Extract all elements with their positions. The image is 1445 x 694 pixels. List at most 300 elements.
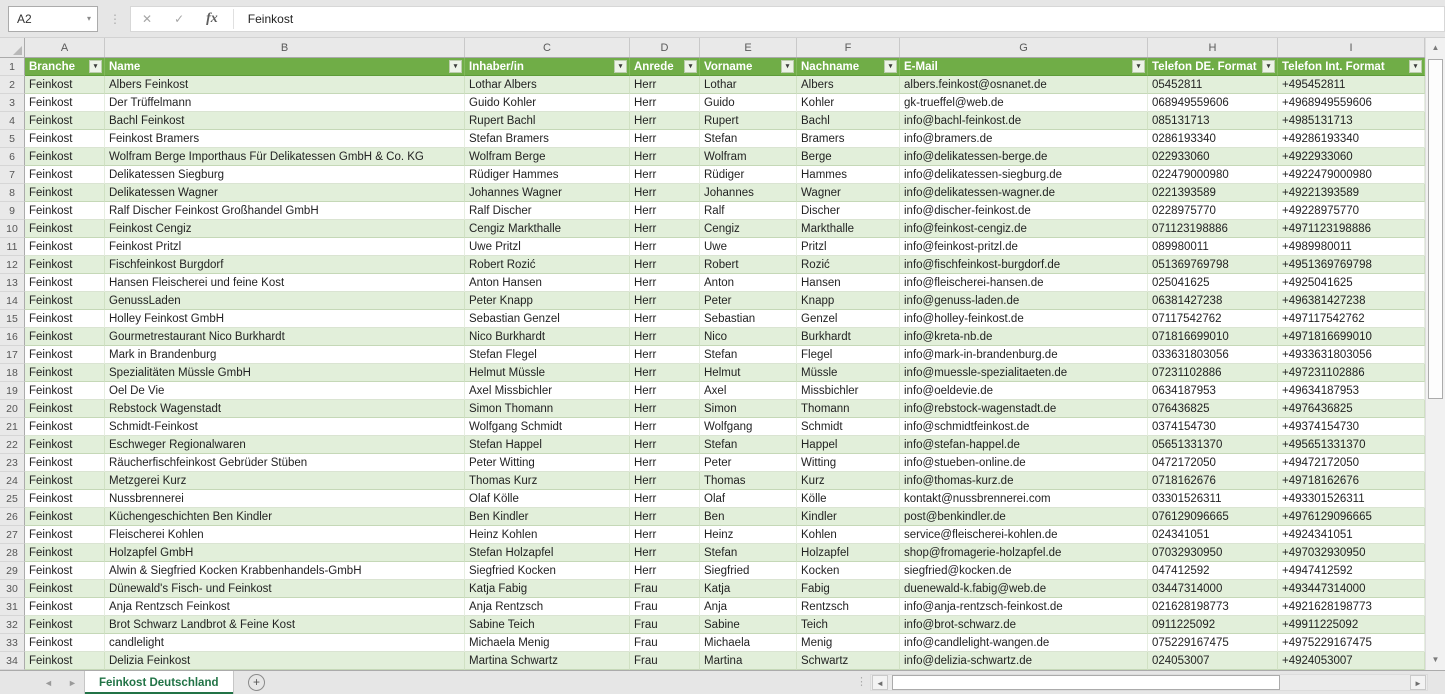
scroll-right-icon[interactable]: ►: [1410, 675, 1426, 690]
cell[interactable]: Anja Rentzsch: [465, 598, 630, 616]
cell[interactable]: Nico Burkhardt: [465, 328, 630, 346]
cell[interactable]: info@delikatessen-wagner.de: [900, 184, 1148, 202]
cell[interactable]: Uwe Pritzl: [465, 238, 630, 256]
cell[interactable]: info@bachl-feinkost.de: [900, 112, 1148, 130]
cell[interactable]: Peter: [700, 292, 797, 310]
cell[interactable]: Fabig: [797, 580, 900, 598]
cell[interactable]: Wagner: [797, 184, 900, 202]
cell[interactable]: Feinkost: [25, 274, 105, 292]
cell[interactable]: +495452811: [1278, 76, 1425, 94]
formula-input[interactable]: Feinkost: [247, 11, 294, 26]
cancel-icon[interactable]: ✕: [142, 11, 153, 26]
cell[interactable]: Ralf: [700, 202, 797, 220]
cell[interactable]: Herr: [630, 220, 700, 238]
cell[interactable]: Herr: [630, 346, 700, 364]
cell[interactable]: Stefan: [700, 544, 797, 562]
cell[interactable]: Feinkost Cengiz: [105, 220, 465, 238]
cell[interactable]: info@mark-in-brandenburg.de: [900, 346, 1148, 364]
cell[interactable]: Feinkost: [25, 454, 105, 472]
cell[interactable]: +497231102886: [1278, 364, 1425, 382]
row-header-14[interactable]: 14: [0, 292, 25, 310]
cell[interactable]: Ben: [700, 508, 797, 526]
cell[interactable]: siegfried@kocken.de: [900, 562, 1148, 580]
cell[interactable]: Bramers: [797, 130, 900, 148]
horizontal-scrollbar-thumb[interactable]: [892, 675, 1280, 690]
row-header-29[interactable]: 29: [0, 562, 25, 580]
cell[interactable]: +4968949559606: [1278, 94, 1425, 112]
cell[interactable]: Flegel: [797, 346, 900, 364]
cell[interactable]: Frau: [630, 634, 700, 652]
table-header-cell[interactable]: [465, 58, 630, 76]
cell[interactable]: Herr: [630, 148, 700, 166]
cell[interactable]: post@benkindler.de: [900, 508, 1148, 526]
cell[interactable]: Cengiz: [700, 220, 797, 238]
cell[interactable]: Heinz Kohlen: [465, 526, 630, 544]
table-header-cell[interactable]: [1148, 58, 1278, 76]
cell[interactable]: Feinkost: [25, 526, 105, 544]
cell[interactable]: Feinkost: [25, 238, 105, 256]
cell[interactable]: Thomas: [700, 472, 797, 490]
cell[interactable]: +4989980011: [1278, 238, 1425, 256]
cell[interactable]: Herr: [630, 202, 700, 220]
cell[interactable]: albers.feinkost@osnanet.de: [900, 76, 1148, 94]
cell[interactable]: 076129096665: [1148, 508, 1278, 526]
cell[interactable]: 07032930950: [1148, 544, 1278, 562]
cell[interactable]: Delikatessen Siegburg: [105, 166, 465, 184]
cell[interactable]: Albers: [797, 76, 900, 94]
cell[interactable]: Lothar: [700, 76, 797, 94]
cell[interactable]: Sabine: [700, 616, 797, 634]
cell[interactable]: Frau: [630, 580, 700, 598]
cell[interactable]: Peter Knapp: [465, 292, 630, 310]
column-header-i[interactable]: I: [1278, 38, 1425, 57]
cell[interactable]: Herr: [630, 274, 700, 292]
cell[interactable]: 022933060: [1148, 148, 1278, 166]
row-header-3[interactable]: 3: [0, 94, 25, 112]
cell[interactable]: +4924341051: [1278, 526, 1425, 544]
cell[interactable]: Rupert Bachl: [465, 112, 630, 130]
cell[interactable]: Herr: [630, 238, 700, 256]
cell[interactable]: 05452811: [1148, 76, 1278, 94]
cell[interactable]: +4976436825: [1278, 400, 1425, 418]
cell[interactable]: Feinkost Bramers: [105, 130, 465, 148]
row-header-30[interactable]: 30: [0, 580, 25, 598]
cell[interactable]: Feinkost: [25, 364, 105, 382]
cell[interactable]: Feinkost: [25, 634, 105, 652]
vertical-scrollbar[interactable]: [1425, 38, 1445, 670]
row-header-16[interactable]: 16: [0, 328, 25, 346]
cell[interactable]: Feinkost: [25, 130, 105, 148]
table-header-cell[interactable]: [25, 58, 105, 76]
cell[interactable]: Feinkost: [25, 76, 105, 94]
cell[interactable]: Feinkost: [25, 436, 105, 454]
cell[interactable]: +497117542762: [1278, 310, 1425, 328]
row-header-22[interactable]: 22: [0, 436, 25, 454]
row-header-11[interactable]: 11: [0, 238, 25, 256]
cell[interactable]: Lothar Albers: [465, 76, 630, 94]
cell[interactable]: Ralf Discher Feinkost Großhandel GmbH: [105, 202, 465, 220]
cell[interactable]: Herr: [630, 418, 700, 436]
cell[interactable]: info@muessle-spezialitaeten.de: [900, 364, 1148, 382]
cell[interactable]: Kölle: [797, 490, 900, 508]
table-header-cell[interactable]: [700, 58, 797, 76]
column-header-d[interactable]: D: [630, 38, 700, 57]
cell[interactable]: Der Trüffelmann: [105, 94, 465, 112]
cell[interactable]: Feinkost: [25, 292, 105, 310]
cell[interactable]: Ben Kindler: [465, 508, 630, 526]
row-header-1[interactable]: 1: [0, 58, 25, 76]
cell[interactable]: Hammes: [797, 166, 900, 184]
row-header-32[interactable]: 32: [0, 616, 25, 634]
cell[interactable]: Schmidt: [797, 418, 900, 436]
cell[interactable]: info@schmidtfeinkost.de: [900, 418, 1148, 436]
cell[interactable]: info@fischfeinkost-burgdorf.de: [900, 256, 1148, 274]
cell[interactable]: 021628198773: [1148, 598, 1278, 616]
cell[interactable]: Feinkost: [25, 202, 105, 220]
cell[interactable]: Feinkost: [25, 598, 105, 616]
cell[interactable]: 075229167475: [1148, 634, 1278, 652]
sheet-nav-right-icon[interactable]: ►: [68, 677, 77, 688]
cell[interactable]: Peter: [700, 454, 797, 472]
column-header-b[interactable]: B: [105, 38, 465, 57]
row-header-4[interactable]: 4: [0, 112, 25, 130]
cell[interactable]: Martina Schwartz: [465, 652, 630, 670]
cell[interactable]: Berge: [797, 148, 900, 166]
cell[interactable]: 025041625: [1148, 274, 1278, 292]
cell[interactable]: info@oeldevie.de: [900, 382, 1148, 400]
cell[interactable]: Herr: [630, 112, 700, 130]
cell[interactable]: 024341051: [1148, 526, 1278, 544]
cell[interactable]: +4947412592: [1278, 562, 1425, 580]
cell[interactable]: Herr: [630, 292, 700, 310]
cell[interactable]: Axel: [700, 382, 797, 400]
cell[interactable]: Anton: [700, 274, 797, 292]
row-header-7[interactable]: 7: [0, 166, 25, 184]
cell[interactable]: 071816699010: [1148, 328, 1278, 346]
cell[interactable]: shop@fromagerie-holzapfel.de: [900, 544, 1148, 562]
cell[interactable]: Rüdiger Hammes: [465, 166, 630, 184]
cell[interactable]: Herr: [630, 94, 700, 112]
cell[interactable]: 085131713: [1148, 112, 1278, 130]
cell[interactable]: Feinkost: [25, 112, 105, 130]
filter-dropdown-icon[interactable]: ▾: [684, 60, 697, 73]
cell[interactable]: Frau: [630, 598, 700, 616]
cell[interactable]: Rebstock Wagenstadt: [105, 400, 465, 418]
table-header-cell[interactable]: [1278, 58, 1425, 76]
cell[interactable]: Wolfram: [700, 148, 797, 166]
cell[interactable]: Herr: [630, 76, 700, 94]
cell[interactable]: Herr: [630, 544, 700, 562]
cell[interactable]: Holzapfel GmbH: [105, 544, 465, 562]
cell[interactable]: Kohler: [797, 94, 900, 112]
cell[interactable]: Holley Feinkost GmbH: [105, 310, 465, 328]
cell[interactable]: 051369769798: [1148, 256, 1278, 274]
cell[interactable]: Herr: [630, 382, 700, 400]
cell[interactable]: Schmidt-Feinkost: [105, 418, 465, 436]
filter-dropdown-icon[interactable]: ▾: [781, 60, 794, 73]
cell[interactable]: Herr: [630, 328, 700, 346]
column-header-c[interactable]: C: [465, 38, 630, 57]
cell[interactable]: info@discher-feinkost.de: [900, 202, 1148, 220]
filter-dropdown-icon[interactable]: ▾: [1409, 60, 1422, 73]
cell[interactable]: +49374154730: [1278, 418, 1425, 436]
cell[interactable]: 089980011: [1148, 238, 1278, 256]
sheet-nav-left-icon[interactable]: ◄: [44, 677, 53, 688]
cell[interactable]: Guido Kohler: [465, 94, 630, 112]
column-header-g[interactable]: G: [900, 38, 1148, 57]
row-header-21[interactable]: 21: [0, 418, 25, 436]
cell[interactable]: Feinkost: [25, 184, 105, 202]
cell[interactable]: 07117542762: [1148, 310, 1278, 328]
cell[interactable]: +49911225092: [1278, 616, 1425, 634]
cell[interactable]: Alwin & Siegfried Kocken Krabbenhandels-GmbH: [105, 562, 465, 580]
cell[interactable]: Johannes: [700, 184, 797, 202]
cell[interactable]: kontakt@nussbrennerei.com: [900, 490, 1148, 508]
cell[interactable]: Sebastian Genzel: [465, 310, 630, 328]
cell[interactable]: +49472172050: [1278, 454, 1425, 472]
cell[interactable]: Feinkost: [25, 256, 105, 274]
cell[interactable]: Thomann: [797, 400, 900, 418]
select-all-corner[interactable]: [0, 38, 25, 57]
row-header-24[interactable]: 24: [0, 472, 25, 490]
row-header-9[interactable]: 9: [0, 202, 25, 220]
cell[interactable]: Herr: [630, 256, 700, 274]
cell[interactable]: Simon: [700, 400, 797, 418]
cell[interactable]: Feinkost: [25, 418, 105, 436]
cell[interactable]: Simon Thomann: [465, 400, 630, 418]
cell[interactable]: 047412592: [1148, 562, 1278, 580]
cell[interactable]: 07231102886: [1148, 364, 1278, 382]
cell[interactable]: Herr: [630, 364, 700, 382]
cell[interactable]: Feinkost: [25, 562, 105, 580]
table-header-cell[interactable]: [900, 58, 1148, 76]
filter-dropdown-icon[interactable]: ▾: [614, 60, 627, 73]
cell[interactable]: Anja: [700, 598, 797, 616]
cell[interactable]: Stefan: [700, 130, 797, 148]
cell[interactable]: Schwartz: [797, 652, 900, 670]
cell[interactable]: 0286193340: [1148, 130, 1278, 148]
cell[interactable]: 022479000980: [1148, 166, 1278, 184]
row-header-27[interactable]: 27: [0, 526, 25, 544]
cell[interactable]: Katja Fabig: [465, 580, 630, 598]
cell[interactable]: Sabine Teich: [465, 616, 630, 634]
row-header-25[interactable]: 25: [0, 490, 25, 508]
filter-dropdown-icon[interactable]: ▾: [89, 60, 102, 73]
cell[interactable]: Rozić: [797, 256, 900, 274]
cell[interactable]: Herr: [630, 436, 700, 454]
row-header-2[interactable]: 2: [0, 76, 25, 94]
cell[interactable]: Holzapfel: [797, 544, 900, 562]
row-header-19[interactable]: 19: [0, 382, 25, 400]
cell[interactable]: Guido: [700, 94, 797, 112]
cell[interactable]: +4975229167475: [1278, 634, 1425, 652]
cell[interactable]: Feinkost: [25, 616, 105, 634]
cell[interactable]: Heinz: [700, 526, 797, 544]
cell[interactable]: Frau: [630, 616, 700, 634]
cell[interactable]: +4922479000980: [1278, 166, 1425, 184]
cell[interactable]: info@rebstock-wagenstadt.de: [900, 400, 1148, 418]
cell[interactable]: 03301526311: [1148, 490, 1278, 508]
cell[interactable]: Stefan Holzapfel: [465, 544, 630, 562]
cell[interactable]: Feinkost: [25, 346, 105, 364]
cell[interactable]: +49228975770: [1278, 202, 1425, 220]
cell[interactable]: Rupert: [700, 112, 797, 130]
cell[interactable]: Feinkost: [25, 94, 105, 112]
cell[interactable]: +4976129096665: [1278, 508, 1425, 526]
cell[interactable]: 03447314000: [1148, 580, 1278, 598]
row-header-28[interactable]: 28: [0, 544, 25, 562]
cell[interactable]: Peter Witting: [465, 454, 630, 472]
cell[interactable]: Frau: [630, 652, 700, 670]
cell[interactable]: Fleischerei Kohlen: [105, 526, 465, 544]
vertical-scrollbar-thumb[interactable]: [1428, 59, 1443, 399]
cell[interactable]: Feinkost Pritzl: [105, 238, 465, 256]
cell[interactable]: +496381427238: [1278, 292, 1425, 310]
cell[interactable]: Wolfram Berge: [465, 148, 630, 166]
cell[interactable]: info@kreta-nb.de: [900, 328, 1148, 346]
cell[interactable]: Wolfgang Schmidt: [465, 418, 630, 436]
cell[interactable]: info@bramers.de: [900, 130, 1148, 148]
cell[interactable]: Robert: [700, 256, 797, 274]
cell[interactable]: Thomas Kurz: [465, 472, 630, 490]
cell[interactable]: Herr: [630, 454, 700, 472]
cell[interactable]: Stefan: [700, 346, 797, 364]
cell[interactable]: Feinkost: [25, 220, 105, 238]
row-header-12[interactable]: 12: [0, 256, 25, 274]
cell[interactable]: Kindler: [797, 508, 900, 526]
cell[interactable]: info@genuss-laden.de: [900, 292, 1148, 310]
scroll-left-icon[interactable]: ◄: [872, 675, 888, 690]
cell[interactable]: info@fleischerei-hansen.de: [900, 274, 1148, 292]
insert-function-icon[interactable]: fx: [206, 10, 218, 26]
cell[interactable]: 0634187953: [1148, 382, 1278, 400]
cell[interactable]: +49221393589: [1278, 184, 1425, 202]
cell[interactable]: Feinkost: [25, 148, 105, 166]
cell[interactable]: Mark in Brandenburg: [105, 346, 465, 364]
filter-dropdown-icon[interactable]: ▾: [449, 60, 462, 73]
cell[interactable]: Feinkost: [25, 382, 105, 400]
cell[interactable]: +4985131713: [1278, 112, 1425, 130]
column-header-f[interactable]: F: [797, 38, 900, 57]
cell[interactable]: 0472172050: [1148, 454, 1278, 472]
cell[interactable]: info@thomas-kurz.de: [900, 472, 1148, 490]
row-header-23[interactable]: 23: [0, 454, 25, 472]
cell[interactable]: Delikatessen Wagner: [105, 184, 465, 202]
cell[interactable]: Nico: [700, 328, 797, 346]
cell[interactable]: Fischfeinkost Burgdorf: [105, 256, 465, 274]
cell[interactable]: +4951369769798: [1278, 256, 1425, 274]
cell[interactable]: Witting: [797, 454, 900, 472]
cell[interactable]: info@feinkost-pritzl.de: [900, 238, 1148, 256]
cell[interactable]: 0911225092: [1148, 616, 1278, 634]
cell[interactable]: Ralf Discher: [465, 202, 630, 220]
enter-icon[interactable]: ✓: [174, 11, 185, 26]
cell[interactable]: Rüdiger: [700, 166, 797, 184]
cell[interactable]: Katja: [700, 580, 797, 598]
cell[interactable]: Feinkost: [25, 490, 105, 508]
cell[interactable]: Rentzsch: [797, 598, 900, 616]
row-header-15[interactable]: 15: [0, 310, 25, 328]
cell[interactable]: Feinkost: [25, 652, 105, 670]
cell[interactable]: Wolfram Berge Importhaus Für Delikatessen GmbH & Co. KG: [105, 148, 465, 166]
cell[interactable]: +49634187953: [1278, 382, 1425, 400]
cell[interactable]: Stefan Flegel: [465, 346, 630, 364]
cell[interactable]: Michaela Menig: [465, 634, 630, 652]
cell[interactable]: Kohlen: [797, 526, 900, 544]
cell[interactable]: Uwe: [700, 238, 797, 256]
cell[interactable]: Anja Rentzsch Feinkost: [105, 598, 465, 616]
cell[interactable]: Herr: [630, 508, 700, 526]
cell[interactable]: Brot Schwarz Landbrot & Feine Kost: [105, 616, 465, 634]
formula-bar-grip-icon[interactable]: ⋮: [109, 11, 121, 26]
cell[interactable]: Missbichler: [797, 382, 900, 400]
cell[interactable]: Pritzl: [797, 238, 900, 256]
cell[interactable]: Müssle: [797, 364, 900, 382]
cell[interactable]: Herr: [630, 130, 700, 148]
cell[interactable]: Hansen Fleischerei und feine Kost: [105, 274, 465, 292]
cell[interactable]: Anton Hansen: [465, 274, 630, 292]
cell[interactable]: Bachl Feinkost: [105, 112, 465, 130]
scrollbar-grip-icon[interactable]: ⋮: [856, 676, 867, 688]
cell[interactable]: +4924053007: [1278, 652, 1425, 670]
cell[interactable]: 0718162676: [1148, 472, 1278, 490]
cell[interactable]: Genzel: [797, 310, 900, 328]
cell[interactable]: +4933631803056: [1278, 346, 1425, 364]
cell[interactable]: +4922933060: [1278, 148, 1425, 166]
cell[interactable]: info@stefan-happel.de: [900, 436, 1148, 454]
cell[interactable]: 071123198886: [1148, 220, 1278, 238]
cell[interactable]: Delizia Feinkost: [105, 652, 465, 670]
filter-dropdown-icon[interactable]: ▾: [1262, 60, 1275, 73]
cell[interactable]: 033631803056: [1148, 346, 1278, 364]
cell[interactable]: +4971123198886: [1278, 220, 1425, 238]
cell[interactable]: Kurz: [797, 472, 900, 490]
name-box[interactable]: [8, 6, 98, 32]
cell[interactable]: 068949559606: [1148, 94, 1278, 112]
cell[interactable]: 024053007: [1148, 652, 1278, 670]
cell[interactable]: Olaf Kölle: [465, 490, 630, 508]
cell[interactable]: info@delizia-schwartz.de: [900, 652, 1148, 670]
cell[interactable]: Teich: [797, 616, 900, 634]
row-header-8[interactable]: 8: [0, 184, 25, 202]
cell[interactable]: Burkhardt: [797, 328, 900, 346]
cell[interactable]: +49718162676: [1278, 472, 1425, 490]
cell[interactable]: +493301526311: [1278, 490, 1425, 508]
row-header-26[interactable]: 26: [0, 508, 25, 526]
cell[interactable]: Siegfried: [700, 562, 797, 580]
cell[interactable]: Martina: [700, 652, 797, 670]
cell[interactable]: Gourmetrestaurant Nico Burkhardt: [105, 328, 465, 346]
cell[interactable]: +49286193340: [1278, 130, 1425, 148]
cell[interactable]: 05651331370: [1148, 436, 1278, 454]
cell[interactable]: Discher: [797, 202, 900, 220]
row-header-33[interactable]: 33: [0, 634, 25, 652]
cell[interactable]: Herr: [630, 310, 700, 328]
cell[interactable]: Sebastian: [700, 310, 797, 328]
row-header-10[interactable]: 10: [0, 220, 25, 238]
cell[interactable]: 0228975770: [1148, 202, 1278, 220]
cell[interactable]: Feinkost: [25, 580, 105, 598]
cell[interactable]: Robert Rozić: [465, 256, 630, 274]
cell[interactable]: info@candlelight-wangen.de: [900, 634, 1148, 652]
cell[interactable]: Stefan Bramers: [465, 130, 630, 148]
cell[interactable]: info@feinkost-cengiz.de: [900, 220, 1148, 238]
add-sheet-icon[interactable]: +: [248, 674, 265, 691]
row-header-17[interactable]: 17: [0, 346, 25, 364]
cell[interactable]: Olaf: [700, 490, 797, 508]
cell[interactable]: Stefan Happel: [465, 436, 630, 454]
cell[interactable]: info@anja-rentzsch-feinkost.de: [900, 598, 1148, 616]
